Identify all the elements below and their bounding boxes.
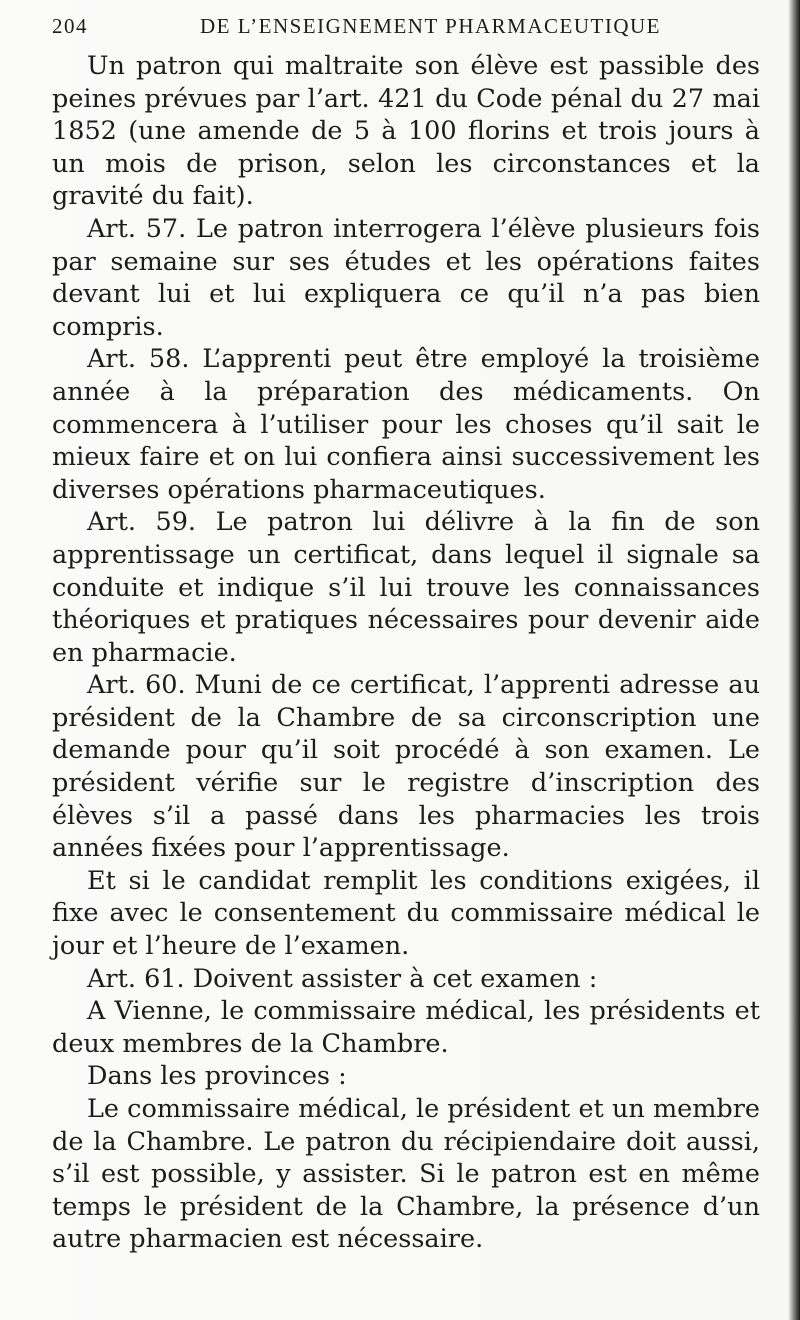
paragraph-art-60: Art. 60. Muni de ce certificat, l’apprenti adresse au président de la Chambre de sa circonscription une demande pour qu’il soit procédé à son examen. Le président vérifie sur le registre d’inscription des élèves s’il a passé dans les pharmacies les trois années fixées pour l’apprentissage. xyxy=(52,670,760,864)
paragraph-commissaire: Le commissaire médical, le président et un membre de la Chambre. Le patron du récipiendaire doit aussi, s’il est possible, y assister. Si le patron est en même temps le président de la Chambre, la présence d’un autre pharmacien est nécessaire. xyxy=(52,1094,760,1255)
page-header xyxy=(52,8,752,48)
paragraph-provinces: Dans les provinces : xyxy=(87,1061,347,1092)
paragraph-art-58: Art. 58. L’apprenti peut être employé la troisième année à la préparation des médicaments. On commencera à l’utiliser pour les choses qu’il sait le mieux faire et on lui confiera ainsi successivement les diverses opérations pharmaceutiques. xyxy=(52,344,760,505)
running-title: DE L’ENSEIGNEMENT PHARMACEUTIQUE xyxy=(200,14,661,38)
paragraph-art-61: Art. 61. Doivent assister à cet examen : xyxy=(87,963,598,994)
page-body xyxy=(52,50,760,1256)
paragraph-art-57: Art. 57. Le patron interrogera l’élève plusieurs fois par semaine sur ses études et les opérations faites devant lui et lui expliquera ce qu’il n’a pas bien compris. xyxy=(52,213,760,342)
page-edge-shadow xyxy=(788,0,800,1320)
paragraph-art-59: Art. 59. Le patron lui délivre à la fin de son apprentissage un certificat, dans lequel il signale sa conduite et indique s’il lui trouve les connaissances théoriques et pratiques nécessaires pour devenir aide en pharmacie. xyxy=(52,507,760,668)
paragraph-candidate: Et si le candidat remplit les conditions exigées, il fixe avec le consentement du commissaire médical le jour et l’heure de l’examen. xyxy=(52,865,760,962)
paragraph-vienne: A Vienne, le commissaire médical, les présidents et deux membres de la Chambre. xyxy=(52,996,760,1059)
page-number: 204 xyxy=(52,14,88,38)
paragraph-penalty: Un patron qui maltraite son élève est passible des peines prévues par l’art. 421 du Code pénal du 27 mai 1852 (une amende de 5 à 100 florins et trois jours à un mois de prison, selon les circonstances et la gravité du fait). xyxy=(52,51,760,212)
